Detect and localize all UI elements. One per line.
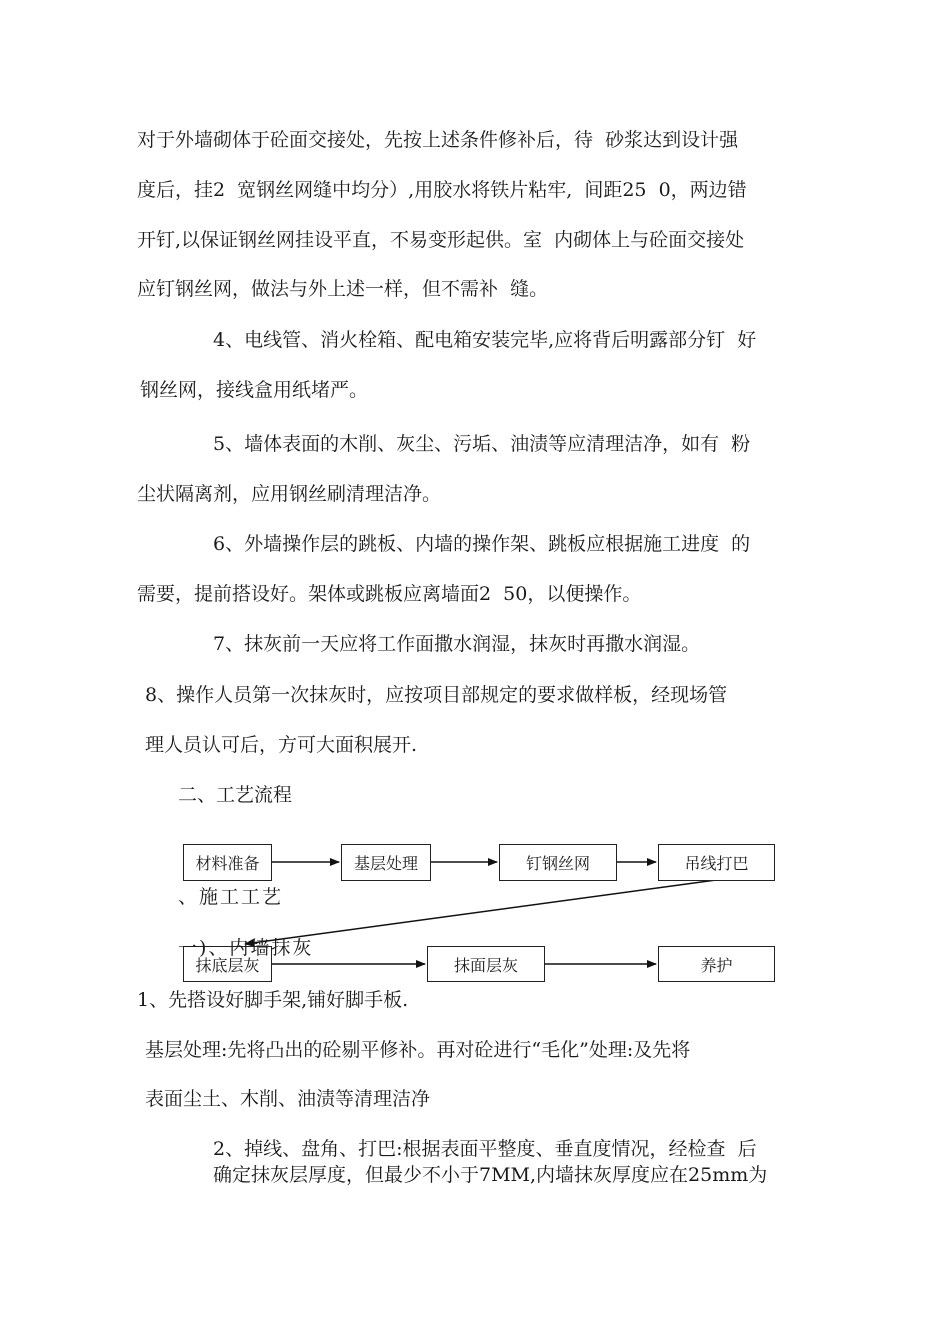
step-2-line-1: 2、掉线、盘角、打巴:根据表面平整度、垂直度情况，经检查 后 bbox=[213, 1138, 757, 1160]
item-8-line-1: 8、操作人员第一次抹灰时，应按项目部规定的要求做样板，经现场管 bbox=[145, 684, 728, 706]
base-treatment-line-2: 表面尘土、木削、油渍等清理洁净 bbox=[145, 1088, 431, 1110]
flow-box-material-prep: 材料准备 bbox=[183, 844, 272, 881]
section-2-title: 二、工艺流程 bbox=[178, 784, 293, 806]
subsection-title: 一)、内墙抹灰 bbox=[178, 937, 314, 959]
item-4-line-1: 4、电线管、消火栓箱、配电箱安装完毕,应将背后明露部分钉 好 bbox=[213, 329, 757, 351]
section-3-title: 、施工工艺 bbox=[178, 886, 284, 908]
item-8-line-2: 理人员认可后，方可大面积展开. bbox=[145, 734, 418, 756]
step-2-line-2: 确定抹灰层厚度，但最少不小于7MM,内墙抹灰厚度应在25mm为 bbox=[213, 1164, 768, 1186]
base-treatment-line-1: 基层处理:先将凸出的砼剔平修补。再对砼进行“毛化”处理:及先将 bbox=[145, 1039, 691, 1061]
flow-box-plumb-line: 吊线打巴 bbox=[658, 844, 775, 881]
paragraph-1-line-3: 开钉,以保证钢丝网挂设平直，不易变形起供。室 内砌体上与砼面交接处 bbox=[137, 229, 745, 251]
paragraph-1-line-2: 度后，挂2 宽钢丝网缝中均分）,用胶水将铁片粘牢, 间距25 0，两边错 bbox=[137, 179, 747, 201]
flow-box-steel-mesh: 钉钢丝网 bbox=[499, 844, 617, 881]
flow-box-base-coat: 抹底层灰 bbox=[183, 946, 272, 982]
flow-arrow-4 bbox=[245, 880, 716, 944]
item-7: 7、抹灰前一天应将工作面撒水润湿，抹灰时再撒水润湿。 bbox=[213, 633, 701, 655]
item-5-line-1: 5、墙体表面的木削、灰尘、污垢、油渍等应清理洁净，如有 粉 bbox=[213, 433, 751, 455]
paragraph-1-line-1: 对于外墙砌体于砼面交接处，先按上述条件修补后，待 砂浆达到设计强 bbox=[137, 129, 739, 151]
paragraph-1-line-4: 应钉钢丝网，做法与外上述一样，但不需补 缝。 bbox=[137, 278, 549, 300]
item-4-line-2: 钢丝网，接线盒用纸堵严。 bbox=[140, 379, 369, 401]
flow-box-base-treatment: 基层处理 bbox=[341, 844, 431, 881]
item-6-line-1: 6、外墙操作层的跳板、内墙的操作架、跳板应根据施工进度 的 bbox=[213, 533, 751, 555]
item-6-line-2: 需要，提前搭设好。架体或跳板应离墙面2 50，以便操作。 bbox=[137, 583, 642, 605]
step-1: 1、先搭设好脚手架,铺好脚手板. bbox=[137, 989, 409, 1011]
item-5-line-2: 尘状隔离剂，应用钢丝刷清理洁净。 bbox=[137, 483, 442, 505]
flow-box-curing: 养护 bbox=[658, 946, 775, 982]
flow-box-finish-coat: 抹面层灰 bbox=[427, 946, 545, 982]
